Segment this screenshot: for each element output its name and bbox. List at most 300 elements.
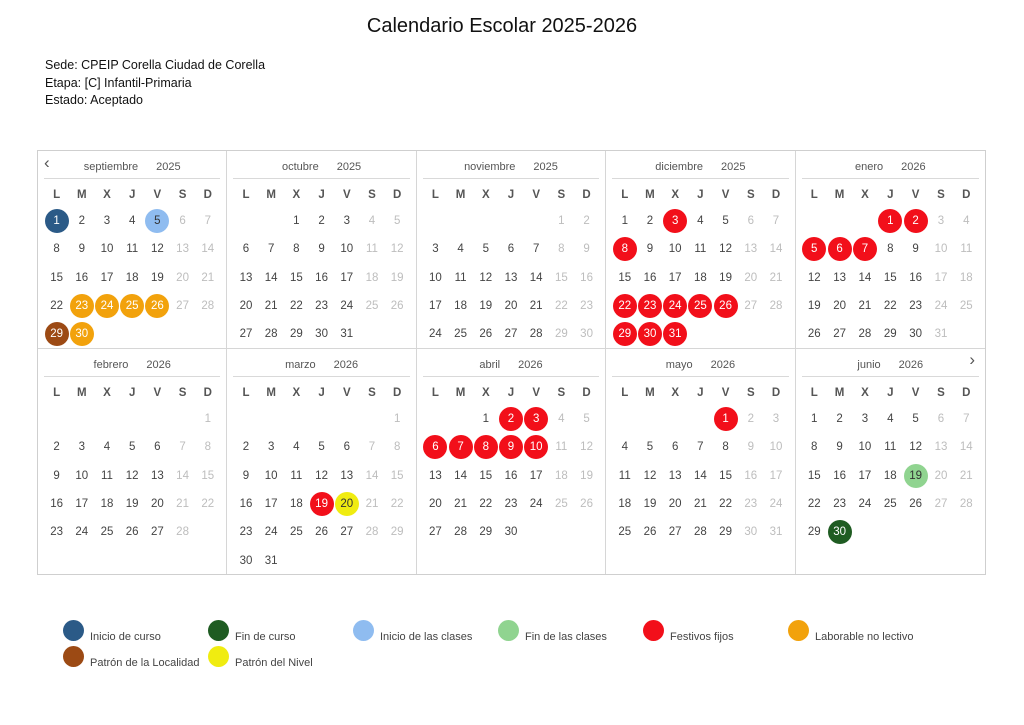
day-cell[interactable] [852, 433, 877, 461]
day-cell[interactable] [827, 235, 852, 263]
day-cell[interactable] [738, 264, 763, 292]
day-cell[interactable] [448, 264, 473, 292]
day-cell[interactable] [359, 462, 384, 490]
day-cell[interactable] [309, 207, 334, 235]
day-cell[interactable] [69, 518, 94, 546]
day-cell[interactable] [827, 490, 852, 518]
day-cell[interactable] [549, 320, 574, 348]
day-cell[interactable] [852, 490, 877, 518]
day-cell[interactable] [637, 518, 662, 546]
day-cell[interactable] [612, 207, 637, 235]
day-cell[interactable] [663, 320, 688, 348]
day-cell[interactable] [44, 320, 69, 348]
day-cell[interactable] [574, 264, 599, 292]
day-cell[interactable] [473, 292, 498, 320]
day-cell[interactable] [574, 207, 599, 235]
day-cell[interactable] [713, 292, 738, 320]
day-cell[interactable] [763, 518, 788, 546]
day-cell[interactable] [827, 320, 852, 348]
day-cell[interactable] [954, 235, 979, 263]
day-cell[interactable] [802, 320, 827, 348]
day-cell[interactable] [334, 320, 359, 348]
day-cell[interactable] [574, 462, 599, 490]
day-cell[interactable] [878, 405, 903, 433]
day-cell[interactable] [802, 518, 827, 546]
day-cell[interactable] [612, 490, 637, 518]
day-cell[interactable] [688, 292, 713, 320]
day-cell[interactable] [688, 264, 713, 292]
day-cell[interactable] [120, 490, 145, 518]
day-cell[interactable] [309, 433, 334, 461]
day-cell[interactable] [359, 490, 384, 518]
day-cell[interactable] [612, 518, 637, 546]
day-cell[interactable] [284, 490, 309, 518]
day-cell[interactable] [852, 320, 877, 348]
day-cell[interactable] [473, 518, 498, 546]
day-cell[interactable] [473, 405, 498, 433]
day-cell[interactable] [878, 490, 903, 518]
day-cell[interactable] [145, 518, 170, 546]
day-cell[interactable] [827, 405, 852, 433]
day-cell[interactable] [524, 462, 549, 490]
day-cell[interactable] [954, 292, 979, 320]
day-cell[interactable] [928, 490, 953, 518]
day-cell[interactable] [763, 235, 788, 263]
day-cell[interactable] [688, 518, 713, 546]
day-cell[interactable] [284, 207, 309, 235]
day-cell[interactable] [827, 518, 852, 546]
day-cell[interactable] [94, 207, 119, 235]
day-cell[interactable] [763, 462, 788, 490]
day-cell[interactable] [763, 292, 788, 320]
prev-month-icon[interactable]: ‹ [44, 153, 50, 172]
day-cell[interactable] [170, 462, 195, 490]
day-cell[interactable] [423, 235, 448, 263]
day-cell[interactable] [195, 462, 220, 490]
day-cell[interactable] [385, 264, 410, 292]
day-cell[interactable] [574, 433, 599, 461]
day-cell[interactable] [498, 292, 523, 320]
day-cell[interactable] [170, 235, 195, 263]
day-cell[interactable] [120, 264, 145, 292]
day-cell[interactable] [549, 490, 574, 518]
day-cell[interactable] [903, 292, 928, 320]
day-cell[interactable] [423, 490, 448, 518]
day-cell[interactable] [878, 264, 903, 292]
day-cell[interactable] [878, 462, 903, 490]
day-cell[interactable] [309, 292, 334, 320]
day-cell[interactable] [612, 235, 637, 263]
day-cell[interactable] [309, 235, 334, 263]
day-cell[interactable] [284, 433, 309, 461]
day-cell[interactable] [259, 462, 284, 490]
day-cell[interactable] [233, 518, 258, 546]
day-cell[interactable] [69, 235, 94, 263]
day-cell[interactable] [334, 264, 359, 292]
day-cell[interactable] [524, 235, 549, 263]
day-cell[interactable] [473, 264, 498, 292]
day-cell[interactable] [94, 433, 119, 461]
day-cell[interactable] [448, 518, 473, 546]
day-cell[interactable] [928, 433, 953, 461]
day-cell[interactable] [170, 490, 195, 518]
day-cell[interactable] [637, 207, 662, 235]
day-cell[interactable] [259, 264, 284, 292]
day-cell[interactable] [170, 433, 195, 461]
day-cell[interactable] [259, 235, 284, 263]
day-cell[interactable] [802, 292, 827, 320]
day-cell[interactable] [954, 433, 979, 461]
day-cell[interactable] [574, 320, 599, 348]
day-cell[interactable] [549, 264, 574, 292]
day-cell[interactable] [94, 292, 119, 320]
day-cell[interactable] [928, 320, 953, 348]
day-cell[interactable] [637, 462, 662, 490]
day-cell[interactable] [385, 292, 410, 320]
day-cell[interactable] [259, 320, 284, 348]
day-cell[interactable] [713, 462, 738, 490]
day-cell[interactable] [195, 207, 220, 235]
day-cell[interactable] [195, 264, 220, 292]
day-cell[interactable] [284, 518, 309, 546]
day-cell[interactable] [195, 490, 220, 518]
day-cell[interactable] [94, 462, 119, 490]
day-cell[interactable] [713, 405, 738, 433]
day-cell[interactable] [195, 433, 220, 461]
day-cell[interactable] [738, 518, 763, 546]
day-cell[interactable] [94, 490, 119, 518]
day-cell[interactable] [612, 264, 637, 292]
day-cell[interactable] [688, 235, 713, 263]
day-cell[interactable] [903, 433, 928, 461]
day-cell[interactable] [423, 320, 448, 348]
day-cell[interactable] [738, 292, 763, 320]
day-cell[interactable] [473, 462, 498, 490]
day-cell[interactable] [852, 264, 877, 292]
day-cell[interactable] [802, 405, 827, 433]
day-cell[interactable] [120, 292, 145, 320]
day-cell[interactable] [574, 292, 599, 320]
day-cell[interactable] [524, 264, 549, 292]
day-cell[interactable] [170, 264, 195, 292]
day-cell[interactable] [878, 320, 903, 348]
day-cell[interactable] [827, 433, 852, 461]
day-cell[interactable] [549, 433, 574, 461]
day-cell[interactable] [928, 405, 953, 433]
day-cell[interactable] [120, 462, 145, 490]
day-cell[interactable] [524, 292, 549, 320]
day-cell[interactable] [233, 235, 258, 263]
day-cell[interactable] [334, 235, 359, 263]
day-cell[interactable] [498, 405, 523, 433]
day-cell[interactable] [549, 462, 574, 490]
day-cell[interactable] [954, 207, 979, 235]
day-cell[interactable] [44, 207, 69, 235]
day-cell[interactable] [637, 292, 662, 320]
day-cell[interactable] [878, 235, 903, 263]
day-cell[interactable] [637, 320, 662, 348]
day-cell[interactable] [878, 433, 903, 461]
day-cell[interactable] [663, 462, 688, 490]
day-cell[interactable] [498, 462, 523, 490]
day-cell[interactable] [524, 320, 549, 348]
day-cell[interactable] [852, 405, 877, 433]
day-cell[interactable] [69, 433, 94, 461]
day-cell[interactable] [284, 235, 309, 263]
day-cell[interactable] [738, 462, 763, 490]
day-cell[interactable] [663, 235, 688, 263]
day-cell[interactable] [637, 264, 662, 292]
day-cell[interactable] [878, 292, 903, 320]
day-cell[interactable] [637, 490, 662, 518]
day-cell[interactable] [233, 490, 258, 518]
day-cell[interactable] [688, 207, 713, 235]
day-cell[interactable] [928, 235, 953, 263]
day-cell[interactable] [385, 462, 410, 490]
day-cell[interactable] [233, 292, 258, 320]
day-cell[interactable] [145, 264, 170, 292]
day-cell[interactable] [663, 264, 688, 292]
day-cell[interactable] [334, 518, 359, 546]
day-cell[interactable] [802, 490, 827, 518]
day-cell[interactable] [878, 207, 903, 235]
day-cell[interactable] [448, 292, 473, 320]
day-cell[interactable] [145, 462, 170, 490]
day-cell[interactable] [903, 235, 928, 263]
day-cell[interactable] [145, 235, 170, 263]
day-cell[interactable] [233, 462, 258, 490]
day-cell[interactable] [120, 518, 145, 546]
day-cell[interactable] [713, 433, 738, 461]
day-cell[interactable] [738, 207, 763, 235]
day-cell[interactable] [852, 292, 877, 320]
day-cell[interactable] [928, 207, 953, 235]
day-cell[interactable] [549, 235, 574, 263]
day-cell[interactable] [309, 264, 334, 292]
day-cell[interactable] [233, 433, 258, 461]
day-cell[interactable] [763, 207, 788, 235]
day-cell[interactable] [448, 462, 473, 490]
day-cell[interactable] [309, 462, 334, 490]
day-cell[interactable] [120, 235, 145, 263]
day-cell[interactable] [44, 292, 69, 320]
day-cell[interactable] [385, 433, 410, 461]
day-cell[interactable] [170, 292, 195, 320]
day-cell[interactable] [473, 320, 498, 348]
day-cell[interactable] [498, 518, 523, 546]
day-cell[interactable] [763, 405, 788, 433]
day-cell[interactable] [334, 490, 359, 518]
day-cell[interactable] [195, 405, 220, 433]
day-cell[interactable] [612, 292, 637, 320]
day-cell[interactable] [259, 490, 284, 518]
day-cell[interactable] [195, 235, 220, 263]
day-cell[interactable] [663, 490, 688, 518]
day-cell[interactable] [903, 490, 928, 518]
day-cell[interactable] [69, 264, 94, 292]
day-cell[interactable] [94, 264, 119, 292]
day-cell[interactable] [423, 462, 448, 490]
day-cell[interactable] [473, 235, 498, 263]
day-cell[interactable] [69, 490, 94, 518]
day-cell[interactable] [574, 490, 599, 518]
day-cell[interactable] [385, 235, 410, 263]
day-cell[interactable] [903, 320, 928, 348]
day-cell[interactable] [69, 207, 94, 235]
day-cell[interactable] [663, 518, 688, 546]
day-cell[interactable] [713, 207, 738, 235]
day-cell[interactable] [713, 518, 738, 546]
day-cell[interactable] [738, 235, 763, 263]
day-cell[interactable] [827, 264, 852, 292]
day-cell[interactable] [852, 462, 877, 490]
day-cell[interactable] [663, 207, 688, 235]
day-cell[interactable] [94, 518, 119, 546]
day-cell[interactable] [120, 433, 145, 461]
day-cell[interactable] [334, 207, 359, 235]
day-cell[interactable] [359, 433, 384, 461]
day-cell[interactable] [94, 235, 119, 263]
day-cell[interactable] [69, 292, 94, 320]
day-cell[interactable] [928, 264, 953, 292]
day-cell[interactable] [309, 490, 334, 518]
day-cell[interactable] [903, 264, 928, 292]
day-cell[interactable] [120, 207, 145, 235]
day-cell[interactable] [498, 490, 523, 518]
day-cell[interactable] [827, 462, 852, 490]
day-cell[interactable] [145, 292, 170, 320]
day-cell[interactable] [954, 462, 979, 490]
day-cell[interactable] [284, 264, 309, 292]
day-cell[interactable] [44, 518, 69, 546]
day-cell[interactable] [284, 292, 309, 320]
day-cell[interactable] [763, 433, 788, 461]
day-cell[interactable] [233, 546, 258, 574]
day-cell[interactable] [827, 292, 852, 320]
day-cell[interactable] [852, 235, 877, 263]
day-cell[interactable] [44, 433, 69, 461]
day-cell[interactable] [549, 292, 574, 320]
day-cell[interactable] [233, 320, 258, 348]
day-cell[interactable] [423, 292, 448, 320]
day-cell[interactable] [359, 235, 384, 263]
day-cell[interactable] [44, 264, 69, 292]
day-cell[interactable] [423, 433, 448, 461]
day-cell[interactable] [359, 518, 384, 546]
day-cell[interactable] [637, 235, 662, 263]
day-cell[interactable] [259, 518, 284, 546]
day-cell[interactable] [448, 433, 473, 461]
day-cell[interactable] [334, 433, 359, 461]
day-cell[interactable] [448, 235, 473, 263]
day-cell[interactable] [802, 235, 827, 263]
day-cell[interactable] [284, 320, 309, 348]
day-cell[interactable] [309, 518, 334, 546]
day-cell[interactable] [359, 264, 384, 292]
day-cell[interactable] [524, 433, 549, 461]
day-cell[interactable] [738, 490, 763, 518]
day-cell[interactable] [423, 264, 448, 292]
day-cell[interactable] [385, 518, 410, 546]
day-cell[interactable] [688, 462, 713, 490]
day-cell[interactable] [359, 207, 384, 235]
day-cell[interactable] [498, 433, 523, 461]
day-cell[interactable] [44, 462, 69, 490]
day-cell[interactable] [170, 207, 195, 235]
day-cell[interactable] [954, 264, 979, 292]
day-cell[interactable] [385, 490, 410, 518]
day-cell[interactable] [713, 490, 738, 518]
day-cell[interactable] [524, 490, 549, 518]
day-cell[interactable] [903, 405, 928, 433]
day-cell[interactable] [574, 235, 599, 263]
day-cell[interactable] [663, 433, 688, 461]
day-cell[interactable] [903, 462, 928, 490]
day-cell[interactable] [259, 433, 284, 461]
day-cell[interactable] [738, 405, 763, 433]
day-cell[interactable] [954, 405, 979, 433]
day-cell[interactable] [802, 462, 827, 490]
day-cell[interactable] [498, 320, 523, 348]
day-cell[interactable] [284, 462, 309, 490]
day-cell[interactable] [688, 490, 713, 518]
day-cell[interactable] [259, 292, 284, 320]
day-cell[interactable] [637, 433, 662, 461]
day-cell[interactable] [928, 462, 953, 490]
day-cell[interactable] [713, 264, 738, 292]
day-cell[interactable] [195, 292, 220, 320]
day-cell[interactable] [334, 462, 359, 490]
day-cell[interactable] [498, 235, 523, 263]
day-cell[interactable] [524, 405, 549, 433]
day-cell[interactable] [763, 490, 788, 518]
day-cell[interactable] [145, 433, 170, 461]
day-cell[interactable] [473, 490, 498, 518]
day-cell[interactable] [44, 490, 69, 518]
day-cell[interactable] [69, 462, 94, 490]
day-cell[interactable] [473, 433, 498, 461]
day-cell[interactable] [498, 264, 523, 292]
day-cell[interactable] [145, 207, 170, 235]
day-cell[interactable] [763, 264, 788, 292]
day-cell[interactable] [233, 264, 258, 292]
day-cell[interactable] [385, 405, 410, 433]
day-cell[interactable] [802, 264, 827, 292]
day-cell[interactable] [170, 518, 195, 546]
day-cell[interactable] [259, 546, 284, 574]
day-cell[interactable] [145, 490, 170, 518]
day-cell[interactable] [954, 490, 979, 518]
day-cell[interactable] [334, 292, 359, 320]
day-cell[interactable] [612, 462, 637, 490]
day-cell[interactable] [359, 292, 384, 320]
day-cell[interactable] [309, 320, 334, 348]
day-cell[interactable] [549, 405, 574, 433]
day-cell[interactable] [549, 207, 574, 235]
day-cell[interactable] [612, 433, 637, 461]
day-cell[interactable] [713, 235, 738, 263]
day-cell[interactable] [688, 433, 713, 461]
day-cell[interactable] [385, 207, 410, 235]
day-cell[interactable] [44, 235, 69, 263]
day-cell[interactable] [423, 518, 448, 546]
day-cell[interactable] [448, 320, 473, 348]
day-cell[interactable] [69, 320, 94, 348]
day-cell[interactable] [738, 433, 763, 461]
day-cell[interactable] [903, 207, 928, 235]
day-cell[interactable] [663, 292, 688, 320]
next-month-icon[interactable]: › [969, 350, 975, 369]
